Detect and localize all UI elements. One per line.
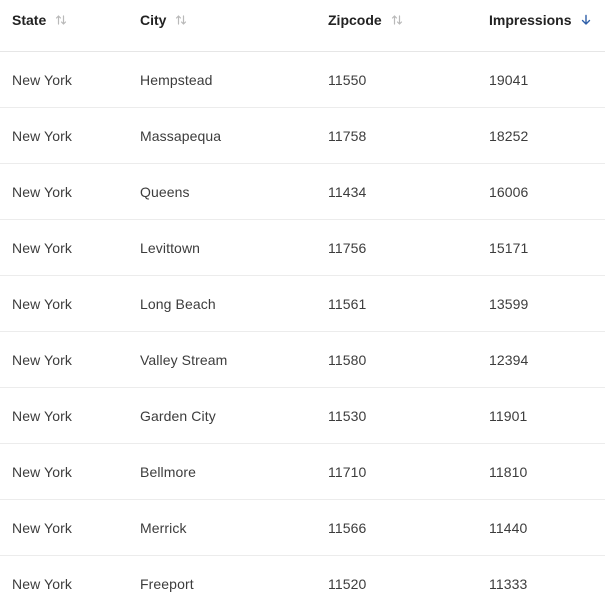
state-cell: New York [12, 127, 72, 144]
state-cell: New York [12, 576, 72, 592]
table-row [0, 332, 605, 388]
column-header-label: State [12, 12, 47, 28]
zipcode-cell: 11756 [328, 239, 367, 256]
zipcode-cell: 11530 [328, 407, 367, 424]
table-row [0, 388, 605, 444]
column-header-state[interactable] [12, 0, 68, 51]
sort-unsorted-icon [54, 13, 68, 27]
city-cell: Freeport [140, 576, 194, 592]
zipcode-cell: 11550 [328, 71, 367, 88]
state-cell: New York [12, 295, 72, 312]
city-cell: Merrick [140, 519, 187, 536]
zipcode-cell: 11520 [328, 576, 367, 592]
state-cell: New York [12, 519, 72, 536]
city-cell: Levittown [140, 239, 201, 256]
state-cell: New York [12, 407, 72, 424]
impressions-cell: 15171 [489, 239, 529, 256]
zipcode-cell: 11758 [328, 127, 367, 144]
table-row [0, 220, 605, 276]
impressions-cell: 11440 [489, 519, 528, 536]
table-row [0, 444, 605, 500]
impressions-cell: 19041 [489, 71, 529, 88]
sort-unsorted-icon [390, 13, 404, 27]
zipcode-cell: 11566 [328, 519, 367, 536]
impressions-cell: 13599 [489, 295, 529, 312]
state-cell: New York [12, 463, 72, 480]
impressions-cell: 16006 [489, 183, 529, 200]
table-row [0, 164, 605, 220]
state-cell: New York [12, 183, 72, 200]
table-row [0, 108, 605, 164]
sort-unsorted-icon [174, 13, 188, 27]
table-row [0, 500, 605, 556]
table-row [0, 52, 605, 108]
table-header-row [0, 0, 605, 52]
zipcode-cell: 11710 [328, 463, 367, 480]
city-cell: Long Beach [140, 295, 216, 312]
city-cell: Queens [140, 183, 190, 200]
city-cell: Massapequa [140, 127, 222, 144]
city-cell: Valley Stream [140, 351, 228, 368]
column-header-impressions[interactable] [489, 0, 593, 51]
column-header-city[interactable] [140, 0, 188, 51]
city-cell: Garden City [140, 407, 216, 424]
impressions-cell: 11333 [489, 576, 528, 592]
zipcode-cell: 11580 [328, 351, 367, 368]
column-header-zipcode[interactable] [328, 0, 404, 51]
state-cell: New York [12, 351, 72, 368]
city-cell: Bellmore [140, 463, 197, 480]
table-row [0, 276, 605, 332]
impressions-cell: 18252 [489, 127, 529, 144]
state-cell: New York [12, 239, 72, 256]
table-row [0, 556, 605, 612]
state-cell: New York [12, 71, 72, 88]
impressions-cell: 12394 [489, 351, 529, 368]
sort-descending-icon [579, 13, 593, 27]
impressions-cell: 11810 [489, 463, 528, 480]
zipcode-cell: 11434 [328, 183, 367, 200]
zipcode-cell: 11561 [328, 295, 367, 312]
column-header-label: Zipcode [328, 12, 382, 28]
column-header-label: Impressions [489, 12, 572, 28]
impressions-cell: 11901 [489, 407, 528, 424]
column-header-label: City [140, 12, 167, 28]
city-cell: Hempstead [140, 71, 213, 88]
